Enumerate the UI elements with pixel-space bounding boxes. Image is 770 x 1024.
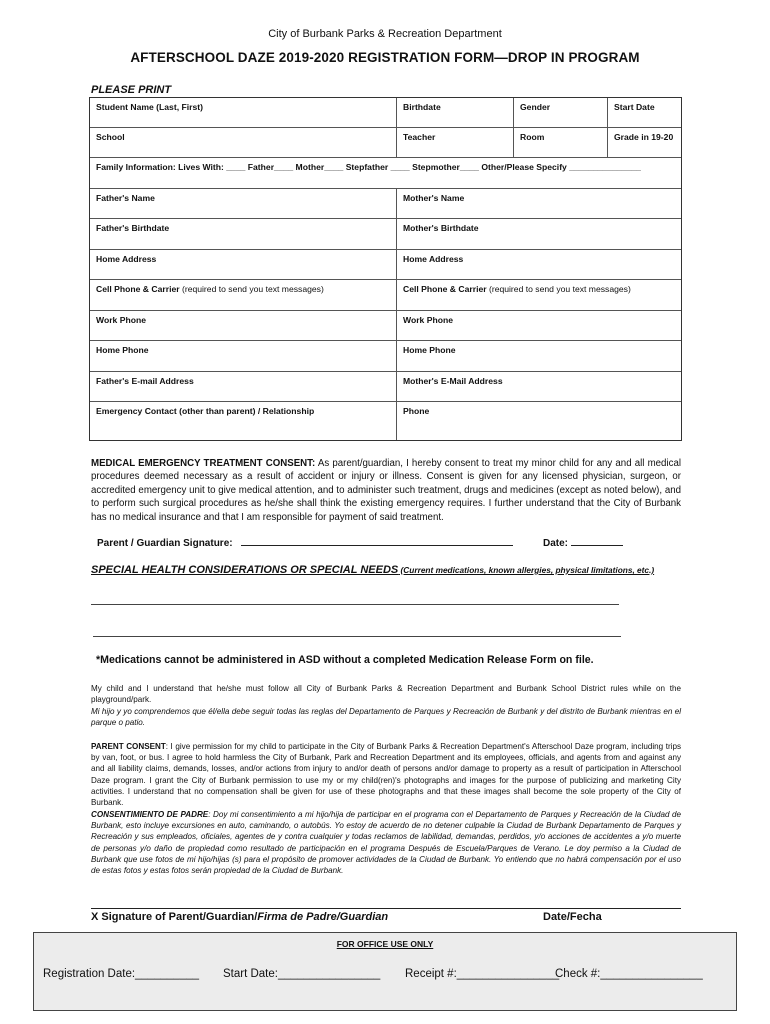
mothers-name-field[interactable] <box>396 189 683 218</box>
form-row-names <box>90 189 681 219</box>
gender-label: Gender <box>520 102 551 112</box>
fathers-name-label: Father's Name <box>96 193 155 203</box>
fathers-birthdate-label: Father's Birthdate <box>96 223 170 233</box>
form-row-emergency <box>90 402 681 440</box>
mother-home-address-field[interactable] <box>396 250 683 279</box>
grade-field[interactable] <box>607 128 683 157</box>
mothers-email-label: Mother's E-Mail Address <box>403 376 503 386</box>
form-row-emails <box>90 372 681 402</box>
mother-home-phone-label: Home Phone <box>403 345 456 355</box>
start-date-field[interactable] <box>607 98 683 127</box>
medical-consent-text: As parent/guardian, I hereby consent to treat my minor child for any and all medical procedures deemed necessary as a result of accident or injury or illness. Consent is given for any licensed physician, surgeon, or accredited emergency unit to give medical attention, and to administer such treatment, drugs and medicines (except as noted below), and to perform such surgical procedures as he/she shall think the existing emergency requires. I further understand that the City of Burbank has no medical insurance and that I am responsible for payment of said treatment. <box>91 458 681 523</box>
final-signature-label: X Signature of Parent/Guardian/Firma de Padre/Guardian <box>91 911 389 923</box>
school-field[interactable] <box>90 128 396 157</box>
office-use-title: FOR OFFICE USE ONLY <box>336 939 434 949</box>
mother-home-phone-field[interactable] <box>396 341 683 371</box>
father-home-address-label: Home Address <box>96 254 157 264</box>
please-print-label: PLEASE PRINT <box>91 84 172 96</box>
form-title: AFTERSCHOOL DAZE 2019-2020 REGISTRATION FORM—DROP IN PROGRAM <box>130 50 640 65</box>
emergency-contact-field[interactable] <box>90 402 396 440</box>
start-date-label: Start Date <box>614 102 655 112</box>
mother-cell-phone-label: Cell Phone & Carrier (required to send you text messages) <box>403 284 631 294</box>
office-use-box <box>33 932 737 1011</box>
mothers-birthdate-label: Mother's Birthdate <box>403 223 479 233</box>
special-needs-heading: SPECIAL HEALTH CONSIDERATIONS OR SPECIAL NEEDS (Current medications, known allergies, physical limitations, etc.) <box>91 564 655 576</box>
form-row-addresses <box>90 250 681 280</box>
room-label: Room <box>520 132 545 142</box>
rules-spanish: Mi hijo y yo comprendemos que él/ella debe seguir todas las reglas del Departamento de Parques y Recreación de Burbank y del distrito de Burbank mientras en el parque o patio. <box>91 707 681 728</box>
father-home-phone-field[interactable] <box>90 341 396 371</box>
mother-home-address-label: Home Address <box>403 254 464 264</box>
registration-date-field[interactable]: Registration Date:__________ <box>43 968 200 980</box>
form-row-family[interactable] <box>90 158 681 189</box>
student-name-field[interactable] <box>90 98 396 127</box>
father-home-phone-label: Home Phone <box>96 345 149 355</box>
grade-label: Grade in 19-20 <box>614 132 674 142</box>
fathers-name-field[interactable] <box>90 189 396 218</box>
form-row-birthdates <box>90 219 681 250</box>
parent-consent-spanish-paragraph <box>91 809 681 876</box>
parent-signature-label: Parent / Guardian Signature: <box>97 538 233 549</box>
medical-consent-heading: MEDICAL EMERGENCY TREATMENT CONSENT: <box>91 458 316 469</box>
parent-consent-text: : I give permission for my child to participate in the City of Burbank Parks & Recreation Department's Afterschool Daze program, including trips by van, foot, or bus. I agree to hold harmless the City of Burbank, Park and Recreation Department and its employees, officials, and agents from and against any and all liability claims, demands, losses, and/or actions from injury to and/or death of persons and/or damage to property as a result of participation in Afterschool Daze program. I grant the City of Burbank permission to use my or my child(ren)'s photographs and images for the purpose of publicizing and marketing City activities. I understand that no compensation shall be given for use of these photographs and that these images shall become the sole property of the City of Burbank. <box>91 742 681 808</box>
parent-consent-paragraph <box>91 741 681 808</box>
gender-field[interactable] <box>513 98 607 127</box>
final-date-label: Date/Fecha <box>543 911 602 923</box>
father-home-address-field[interactable] <box>90 250 396 279</box>
emergency-contact-label: Emergency Contact (other than parent) / Relationship <box>96 406 315 416</box>
parent-signature-rule[interactable] <box>241 537 513 546</box>
form-row-school <box>90 128 681 158</box>
form-row-home-phones <box>90 341 681 372</box>
signature-date-label: Date: <box>543 538 569 549</box>
check-number-field[interactable]: Check #:________________ <box>555 968 703 980</box>
teacher-field[interactable] <box>396 128 513 157</box>
medications-note: *Medications cannot be administered in ASD without a completed Medication Release Form on file. <box>96 654 594 666</box>
signature-date-line[interactable] <box>543 537 623 549</box>
registration-form-grid <box>89 97 682 441</box>
department-name: City of Burbank Parks & Recreation Department <box>268 28 502 40</box>
student-name-label: Student Name (Last, First) <box>96 102 203 112</box>
room-field[interactable] <box>513 128 607 157</box>
signature-date-rule[interactable] <box>571 537 623 546</box>
birthdate-label: Birthdate <box>403 102 441 112</box>
mother-work-phone-field[interactable] <box>396 311 683 340</box>
emergency-phone-field[interactable] <box>396 402 683 440</box>
father-cell-phone-label: Cell Phone & Carrier (required to send you text messages) <box>96 284 324 294</box>
parent-signature-line[interactable] <box>97 537 513 549</box>
mothers-birthdate-field[interactable] <box>396 219 683 249</box>
mothers-name-label: Mother's Name <box>403 193 465 203</box>
fathers-email-label: Father's E-mail Address <box>96 376 194 386</box>
special-needs-line-1[interactable] <box>91 604 619 605</box>
special-needs-line-2[interactable] <box>93 636 621 637</box>
mother-cell-phone-field[interactable] <box>396 280 683 310</box>
emergency-phone-label: Phone <box>403 406 430 416</box>
father-cell-phone-field[interactable] <box>90 280 396 310</box>
mothers-email-field[interactable] <box>396 372 683 401</box>
parent-consent-spanish-text: : Doy mi consentimiento a mi hijo/hija de participar en el programa con el Departamento de Parques y Recreación de la Ciudad de Burbank, esto incluye excursiones en auto, caminando, o autobús. Yo estoy de acuerdo de no detener culpable la Ciudad de Burbank Departamento de Parques y Recreación y sus empleados, oficiales, agentes de y contra cualquier y todas reclamos de labilidad, demandas, perdidos, y/o acciones de accidentes a y/o muerte de personas y/o daño de propiedad como resultado de participación en el programa Después de Escuela/Parques de Verano. Le doy permiso a la Ciudad de Burbank que use fotos de mi hijo/hijas (s) para el propósito de promover actividades de la Ciudad de Burbank. Yo entiendo que no habrá compensación por el uso de estas fotos y estas fotos serán propiedad de la Ciudad de Burbank. <box>91 810 682 876</box>
final-signature-rule[interactable] <box>91 908 681 909</box>
rules-english: My child and I understand that he/she must follow all City of Burbank Parks & Recreation Department and Burbank School District rules while on the playground/park. <box>91 684 681 705</box>
parent-consent-heading: PARENT CONSENT <box>91 742 166 751</box>
fathers-email-field[interactable] <box>90 372 396 401</box>
form-row-cell-phones <box>90 280 681 311</box>
birthdate-field[interactable] <box>396 98 513 127</box>
fathers-birthdate-field[interactable] <box>90 219 396 249</box>
parent-consent-spanish-heading: CONSENTIMIENTO DE PADRE <box>91 810 209 819</box>
father-work-phone-field[interactable] <box>90 311 396 340</box>
father-work-phone-label: Work Phone <box>96 315 146 325</box>
teacher-label: Teacher <box>403 132 436 142</box>
form-row-work-phones <box>90 311 681 341</box>
mother-work-phone-label: Work Phone <box>403 315 453 325</box>
medical-consent-paragraph <box>91 457 681 524</box>
school-label: School <box>96 132 125 142</box>
office-start-date-field[interactable]: Start Date:________________ <box>223 968 381 980</box>
form-row-student <box>90 98 681 128</box>
family-info-label: Family Information: Lives With: ____ Father____ Mother____ Stepfather ____ Stepmother____ Other/Please Specify _______________ <box>96 162 641 172</box>
receipt-number-field[interactable]: Receipt #:________________ <box>405 968 560 980</box>
